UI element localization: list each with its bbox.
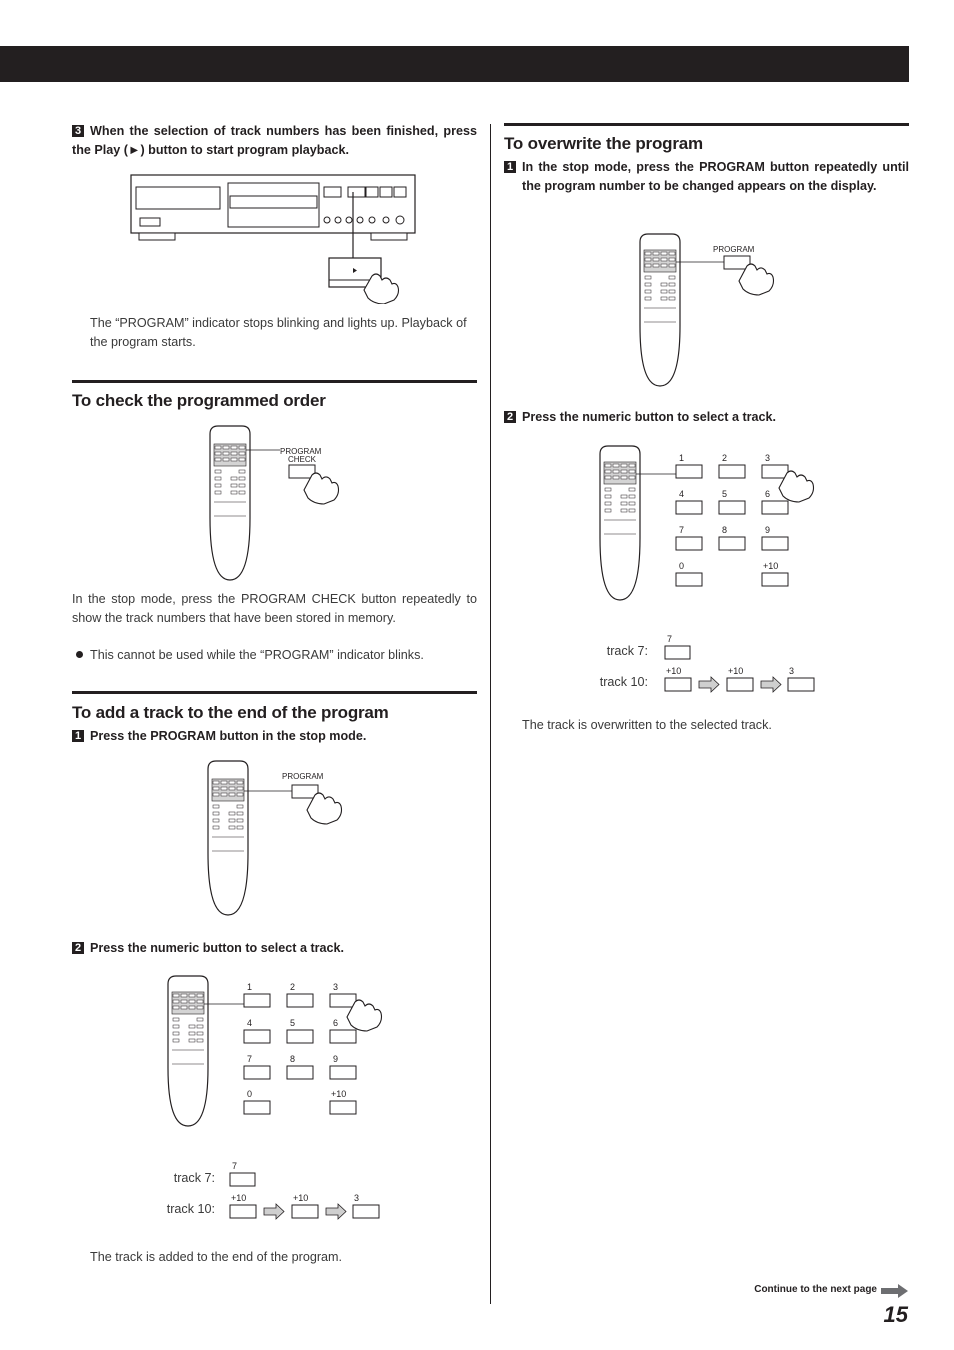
- step-number: 2: [72, 942, 84, 954]
- overwrite-step-2-text: Press the numeric button to select a track.: [522, 410, 777, 424]
- add-heading: To add a track to the end of the program: [72, 703, 389, 722]
- overwrite-step-1: [504, 158, 909, 196]
- section-rule: [72, 691, 477, 694]
- program-label: PROGRAM: [282, 772, 324, 781]
- seq10-key3-label: 3: [789, 666, 795, 676]
- seq10-key1-label: +10: [231, 1193, 247, 1203]
- key-8-label: 8: [290, 1054, 296, 1064]
- bullet-dot: [76, 651, 83, 658]
- section-rule: [72, 380, 477, 383]
- key-plus10-label: +10: [763, 561, 779, 571]
- key-3-label: 3: [333, 982, 339, 992]
- seq10-key2-label: +10: [293, 1193, 309, 1203]
- seq10-key1-label: +10: [666, 666, 682, 676]
- overwrite-track10-label: track 10:: [599, 675, 648, 689]
- step-3: [72, 122, 477, 160]
- add-step-1: [72, 727, 477, 746]
- key-2-label: 2: [722, 453, 728, 463]
- overwrite-track-sequence-diagram: [657, 631, 822, 696]
- key-5-label: 5: [722, 489, 728, 499]
- overwrite-result: The track is overwritten to the selected track.: [522, 718, 772, 732]
- check-body: In the stop mode, press the PROGRAM CHECK button repeatedly to show the track numbers that have been stored in memory.: [72, 592, 477, 625]
- arrow-right-icon: [880, 1283, 910, 1299]
- key-6-label: 6: [765, 489, 771, 499]
- check-heading: To check the programmed order: [72, 391, 326, 410]
- key-0-label: 0: [247, 1089, 253, 1099]
- program-check-label-2: CHECK: [288, 455, 317, 464]
- key-6-label: 6: [333, 1018, 339, 1028]
- remote-program-check-illustration: [200, 420, 350, 585]
- key-4-label: 4: [679, 489, 685, 499]
- add-track-sequence-diagram: [222, 1158, 387, 1223]
- overwrite-heading: To overwrite the program: [504, 134, 703, 153]
- add-step-2-text: Press the numeric button to select a track.: [90, 941, 345, 955]
- key-4-label: 4: [247, 1018, 253, 1028]
- overwrite-step-2: [504, 408, 909, 427]
- overwrite-step-1-text: In the stop mode, press the PROGRAM button repeatedly until the program number to be changed appears on the display.: [522, 160, 909, 193]
- add-step-1-text: Press the PROGRAM button in the stop mode.: [90, 729, 367, 743]
- page-number: 15: [883, 1302, 908, 1327]
- seq7-key-label: 7: [232, 1161, 238, 1171]
- header-bar: [0, 46, 909, 82]
- key-9-label: 9: [765, 525, 771, 535]
- key-3-label: 3: [765, 453, 771, 463]
- column-divider: [490, 124, 491, 1304]
- key-plus10-label: +10: [331, 1089, 347, 1099]
- key-0-label: 0: [679, 561, 685, 571]
- step-number: 1: [504, 161, 516, 173]
- key-5-label: 5: [290, 1018, 296, 1028]
- add-step-2: [72, 939, 477, 958]
- step-number: 3: [72, 125, 84, 137]
- seq7-key-label: 7: [667, 634, 673, 644]
- check-bullet: [76, 646, 476, 665]
- step-3-note: The “PROGRAM” indicator stops blinking and lights up. Playback of the program starts.: [90, 316, 467, 349]
- continue-text: Continue to the next page: [754, 1284, 877, 1295]
- check-bullet-text: This cannot be used while the “PROGRAM” indicator blinks.: [90, 648, 424, 662]
- overwrite-track7-label: track 7:: [606, 644, 648, 658]
- add-track7-label: track 7:: [173, 1171, 215, 1185]
- key-1-label: 1: [247, 982, 253, 992]
- step-3-text: When the selection of track numbers has been finished, press the Play (►) button to start program playback.: [72, 124, 477, 157]
- program-check-label-1: PROGRAM: [280, 447, 322, 456]
- remote-program-illustration: [630, 228, 780, 393]
- step-number: 1: [72, 730, 84, 742]
- remote-keypad-illustration: [160, 970, 390, 1130]
- key-7-label: 7: [679, 525, 685, 535]
- remote-program-illustration: [200, 755, 350, 920]
- key-8-label: 8: [722, 525, 728, 535]
- cd-player-illustration: [128, 172, 420, 304]
- program-label: PROGRAM: [713, 245, 755, 254]
- add-track10-label: track 10:: [166, 1202, 215, 1216]
- remote-keypad-illustration: [592, 440, 822, 605]
- seq10-key2-label: +10: [728, 666, 744, 676]
- section-rule: [504, 123, 909, 126]
- key-7-label: 7: [247, 1054, 253, 1064]
- step-number: 2: [504, 411, 516, 423]
- key-1-label: 1: [679, 453, 685, 463]
- seq10-key3-label: 3: [354, 1193, 360, 1203]
- add-result: The track is added to the end of the program.: [90, 1250, 343, 1264]
- key-9-label: 9: [333, 1054, 339, 1064]
- key-2-label: 2: [290, 982, 296, 992]
